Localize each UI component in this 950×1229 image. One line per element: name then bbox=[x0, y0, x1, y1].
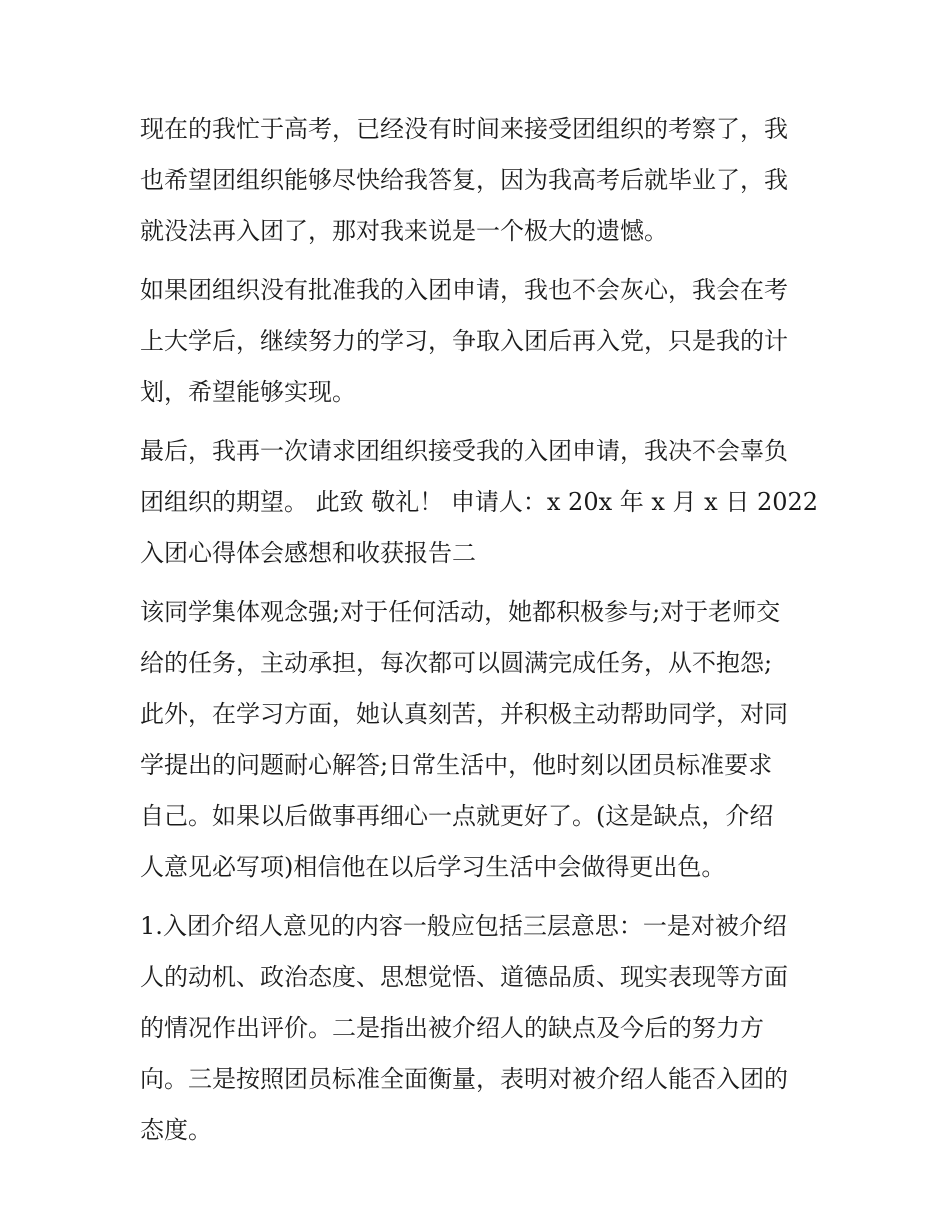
paragraph bbox=[140, 426, 819, 579]
text-line: 自己。如果以后做事再细心一点就更好了。(这是缺点，介绍 bbox=[140, 802, 774, 830]
text-line: 该同学集体观念强;对于任何活动，她都积极参与;对于老师交 bbox=[140, 598, 781, 626]
text-line: 现在的我忙于高考，已经没有时间来接受团组织的考察了，我 bbox=[140, 115, 788, 143]
text-line: 如果团组织没有批准我的入团申请，我也不会灰心，我会在考 bbox=[140, 276, 788, 304]
paragraph bbox=[140, 901, 812, 1156]
text-line: 1.入团介绍人意见的内容一般应包括三层意思：一是对被介绍 bbox=[140, 912, 787, 940]
paragraph-gap bbox=[140, 893, 812, 901]
paragraph bbox=[140, 104, 812, 257]
text-line: 就没法再入团了，那对我来说是一个极大的遗憾。 bbox=[140, 217, 668, 245]
paragraph bbox=[140, 587, 812, 893]
text-line: 最后，我再一次请求团组织接受我的入团申请，我决不会辜负 bbox=[140, 437, 788, 465]
text-line: 团组织的期望。 此致 敬礼！ 申请人：x 20x 年 x 月 x 日 2022 bbox=[140, 488, 819, 516]
text-line: 态度。 bbox=[140, 1116, 212, 1144]
text-line: 也希望团组织能够尽快给我答复，因为我高考后就毕业了，我 bbox=[140, 166, 788, 194]
text-line: 的情况作出评价。二是指出被介绍人的缺点及今后的努力方 bbox=[140, 1014, 764, 1042]
paragraph-gap bbox=[140, 579, 812, 587]
paragraph bbox=[140, 265, 812, 418]
text-line: 上大学后，继续努力的学习，争取入团后再入党，只是我的计 bbox=[140, 327, 788, 355]
text-line: 划，希望能够实现。 bbox=[140, 378, 356, 406]
document-body bbox=[140, 104, 819, 1156]
paragraph-gap bbox=[140, 257, 812, 265]
text-line: 学提出的问题耐心解答;日常生活中，他时刻以团员标准要求 bbox=[140, 751, 773, 779]
text-line: 入团心得体会感想和收获报告二 bbox=[140, 539, 476, 567]
text-line: 人的动机、政治态度、思想觉悟、道德品质、现实表现等方面 bbox=[140, 963, 788, 991]
text-line: 此外，在学习方面，她认真刻苦，并积极主动帮助同学，对同 bbox=[140, 700, 788, 728]
paragraph-gap bbox=[140, 418, 812, 426]
text-line: 给的任务，主动承担，每次都可以圆满完成任务，从不抱怨; bbox=[140, 649, 773, 677]
text-line: 人意见必写项)相信他在以后学习生活中会做得更出色。 bbox=[140, 853, 726, 881]
text-line: 向。三是按照团员标准全面衡量，表明对被介绍人能否入团的 bbox=[140, 1065, 788, 1093]
